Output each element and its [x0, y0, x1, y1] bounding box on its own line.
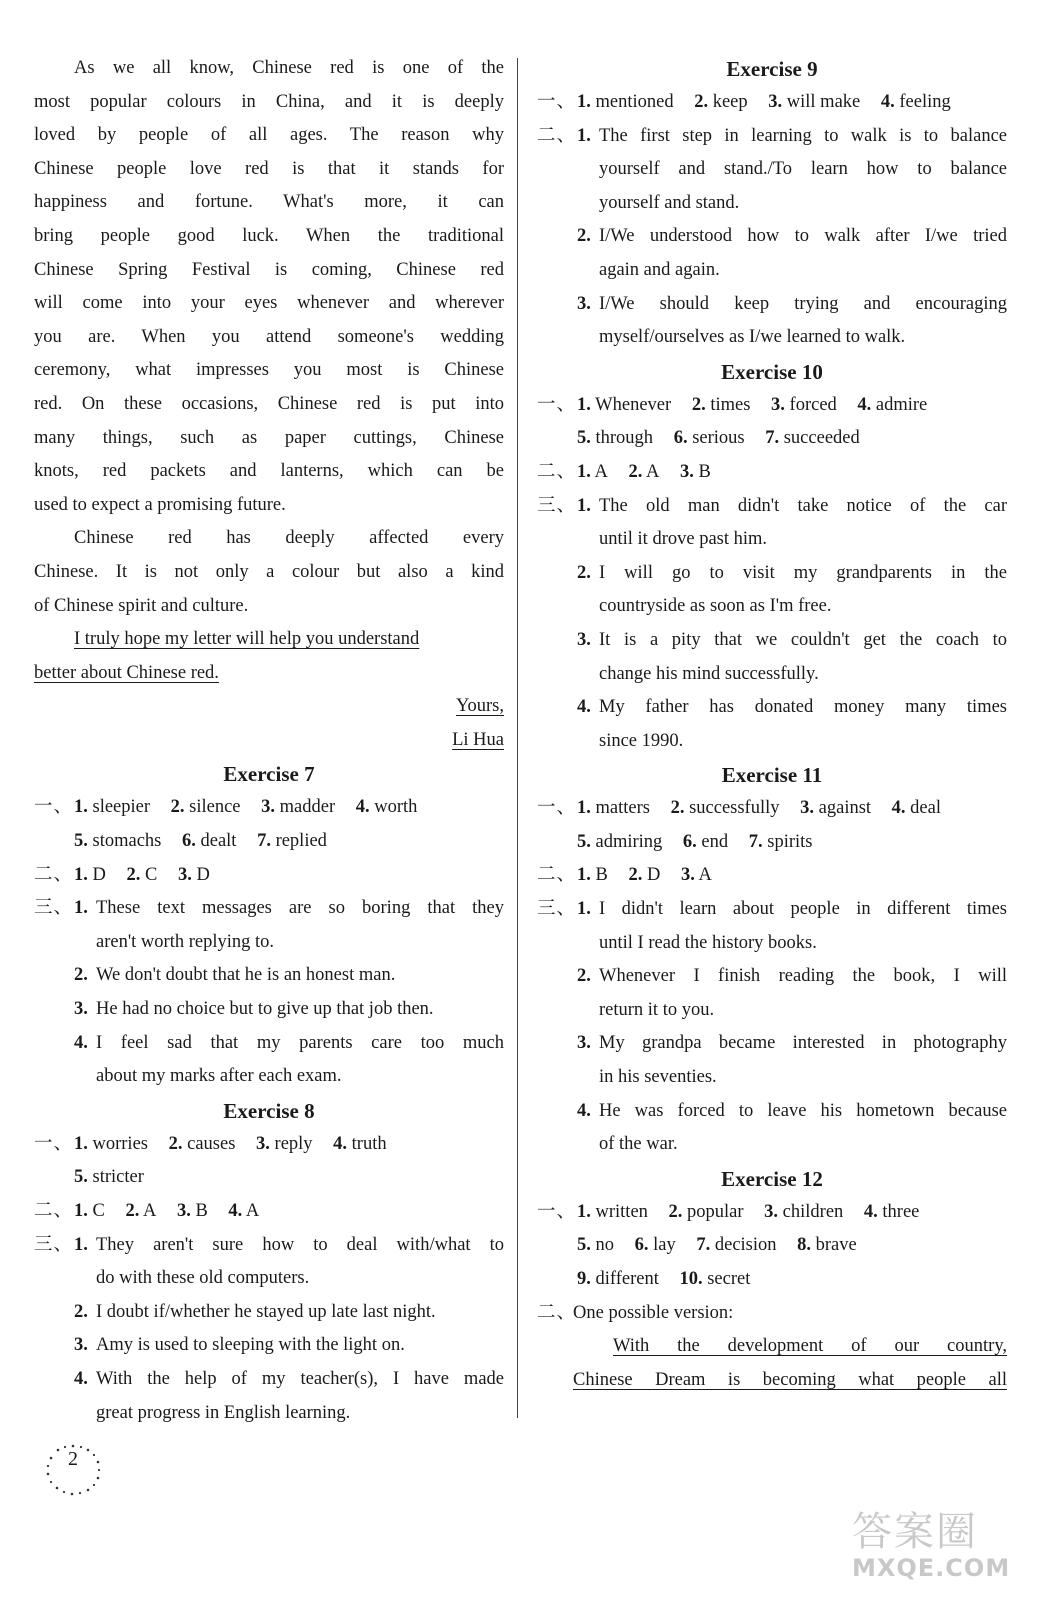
answer-item: 1. written — [577, 1201, 648, 1222]
answer-item: 3. forced — [771, 394, 837, 415]
sentence-line: These text messages are so boring that they — [96, 898, 504, 919]
answer-line — [577, 1196, 1007, 1230]
sentence-item — [74, 1027, 504, 1094]
answer-item: 1. C — [74, 1201, 105, 1221]
answer-item: 1. worries — [74, 1133, 148, 1154]
sentence-line: Whenever I finish reading the book, I will — [599, 966, 1007, 987]
exercise-title: Exercise 11 — [721, 763, 823, 788]
sentence-line: great progress in English learning. — [96, 1402, 351, 1423]
sentence-line: I/We should keep trying and encouraging — [599, 293, 1007, 314]
section-marker: 三、 — [537, 899, 577, 920]
sentence-line: myself/ourselves as I/we learned to walk. — [599, 327, 906, 348]
answer-item: 3. children — [764, 1201, 844, 1222]
answer-item: 3. against — [800, 798, 872, 819]
item-number: 3. — [577, 1033, 591, 1054]
sentence-line: The first step in learning to walk is to balance — [599, 125, 1007, 146]
answer-item: 2. A — [628, 461, 660, 482]
answer-item: 4. admire — [857, 394, 928, 415]
answer-item: 7. spirits — [748, 831, 813, 852]
answer-item: 3. will make — [768, 92, 861, 112]
section-marker: 三、 — [537, 495, 577, 516]
sentence-line: I will go to visit my grandparents in the — [599, 562, 1007, 583]
exercise-title: Exercise 9 — [726, 57, 818, 81]
item-number: 1. — [74, 1234, 88, 1255]
sentence-item — [74, 892, 504, 959]
answer-item: 1. Whenever — [577, 394, 672, 415]
section-row — [537, 120, 1007, 355]
answer-line — [74, 1195, 504, 1229]
answer-item: 4. feeling — [880, 92, 951, 112]
item-number: 2. — [74, 965, 88, 986]
sentence-item — [577, 1027, 1007, 1094]
section-marker: 一、 — [34, 797, 74, 818]
section-marker: 二、 — [537, 865, 577, 886]
answer-item: 3. A — [680, 865, 712, 886]
exercise-10 — [537, 355, 1007, 759]
right-column — [537, 52, 1007, 1397]
section-row — [537, 859, 1007, 893]
answer-line — [577, 826, 1007, 860]
item-number: 4. — [74, 1032, 88, 1053]
answer-item: 6. lay — [634, 1235, 676, 1256]
section-marker: 二、 — [537, 125, 577, 146]
letter-line: of Chinese spirit and culture. — [34, 595, 249, 616]
answer-line — [577, 456, 1007, 490]
exercise-title: Exercise 8 — [223, 1098, 315, 1123]
letter-signature: Li Hua — [452, 729, 504, 750]
exercise-7 — [34, 757, 504, 1093]
sentence-line: He was forced to leave his hometown because — [599, 1100, 1007, 1121]
section-marker: 一、 — [537, 798, 577, 819]
sentence-line: I/We understood how to walk after I/we tried — [599, 226, 1007, 247]
sentence-line: My father has donated money many times — [599, 697, 1007, 718]
sentence-line: My grandpa became interested in photography — [599, 1033, 1007, 1054]
left-column — [34, 52, 504, 1430]
item-number: 2. — [74, 1301, 88, 1322]
sentence-line: I didn't learn about people in different times — [599, 899, 1007, 920]
sentence-item — [74, 1329, 504, 1363]
answer-item: 1. B — [577, 865, 608, 886]
letter-closing-line: I truly hope my letter will help you understand — [74, 629, 420, 650]
section-marker: 二、 — [537, 1302, 577, 1323]
sentence-item — [577, 220, 1007, 287]
letter-signoff: Yours, — [456, 696, 504, 717]
exercise-title: Exercise 10 — [721, 359, 823, 384]
sentence-item — [577, 691, 1007, 758]
answer-item: 4. A — [228, 1201, 260, 1221]
answer-item: 2. successfully — [670, 798, 780, 819]
letter-line: Chinese red has deeply affected every — [74, 528, 504, 549]
section-row — [34, 1128, 504, 1195]
section-row — [34, 892, 504, 1094]
exercise-title: Exercise 12 — [721, 1166, 823, 1191]
section-row — [537, 893, 1007, 1162]
item-number: 1. — [577, 899, 591, 920]
sentence-item — [74, 1296, 504, 1330]
answer-item: 5. through — [577, 428, 654, 449]
answer-item: 7. replied — [257, 831, 327, 852]
section-row — [34, 791, 504, 858]
item-number: 1. — [577, 125, 591, 146]
sentence-line: until it drove past him. — [599, 529, 768, 550]
answer-item: 3. B — [176, 1201, 208, 1221]
answer-item: 1. D — [74, 864, 106, 885]
item-number: 3. — [74, 1335, 88, 1356]
answer-item: 4. truth — [333, 1133, 387, 1154]
sentence-item — [577, 1095, 1007, 1162]
answer-line — [74, 791, 504, 825]
item-number: 4. — [577, 1100, 591, 1121]
letter-line: knots, red packets and lanterns, which can be — [34, 461, 504, 482]
answer-item: 2. times — [691, 394, 751, 415]
sentence-item — [577, 557, 1007, 624]
item-number: 3. — [74, 999, 88, 1020]
item-number: 3. — [577, 629, 591, 650]
section-row — [34, 1229, 504, 1431]
letter-line: ceremony, what impresses you most is Chinese — [34, 360, 504, 381]
answer-item: 3. reply — [256, 1133, 313, 1154]
letter-line: Chinese people love red is that it stands for — [34, 158, 504, 179]
answer-item: 1. A — [577, 461, 608, 482]
item-number: 3. — [577, 293, 591, 314]
answer-line — [74, 859, 504, 893]
answer-item: 2. A — [125, 1201, 157, 1221]
answer-item: 2. keep — [694, 92, 748, 112]
answer-line — [577, 86, 1007, 120]
answer-line — [577, 1263, 1007, 1297]
answer-item: 9. different — [577, 1269, 659, 1289]
sentence-item — [74, 959, 504, 993]
letter-line: red. On these occasions, Chinese red is put into — [34, 393, 504, 414]
version-label: One possible version: — [573, 1302, 734, 1323]
letter — [34, 52, 504, 757]
sentence-item — [577, 490, 1007, 557]
exercise-title: Exercise 7 — [223, 762, 315, 787]
column-divider — [517, 58, 518, 1418]
sentence-line: do with these old computers. — [96, 1268, 310, 1289]
sentence-line: change his mind successfully. — [599, 663, 819, 684]
item-number: 1. — [74, 898, 88, 919]
sentence-line: aren't worth replying to. — [96, 931, 275, 952]
section-row — [537, 1196, 1007, 1297]
item-number: 4. — [74, 1368, 88, 1389]
item-number: 2. — [577, 562, 591, 583]
answer-line — [577, 792, 1007, 826]
answer-item: 2. D — [628, 865, 661, 886]
answer-item: 1. mentioned — [577, 92, 674, 112]
answer-item: 1. sleepier — [74, 797, 151, 818]
exercise-9 — [537, 52, 1007, 355]
answer-item: 1. matters — [577, 798, 650, 819]
exercise-8 — [34, 1094, 504, 1430]
answer-item: 3. B — [679, 461, 711, 482]
answer-item: 4. three — [863, 1201, 920, 1222]
sentence-line: He had no choice but to give up that job then. — [96, 999, 434, 1020]
sentence-line: It is a pity that we couldn't get the coach to — [599, 629, 1007, 650]
sentence-line: about my marks after each exam. — [96, 1066, 342, 1087]
answer-item: 5. stomachs — [74, 831, 162, 852]
sentence-item — [577, 893, 1007, 960]
sentence-item — [577, 120, 1007, 221]
sentence-line: yourself and stand./To learn how to balance — [599, 159, 1007, 180]
essay-line: Chinese Dream is becoming what people all — [573, 1369, 1007, 1390]
section-row — [537, 792, 1007, 859]
section-row — [537, 1297, 1007, 1331]
letter-line: Chinese Spring Festival is coming, Chinese red — [34, 259, 504, 280]
letter-closing-line: better about Chinese red. — [34, 662, 219, 683]
answer-item: 10. secret — [679, 1269, 751, 1289]
section-marker: 一、 — [537, 1201, 577, 1222]
section-marker: 一、 — [34, 1133, 74, 1154]
answer-item: 3. D — [177, 864, 210, 885]
section-marker: 二、 — [537, 461, 577, 482]
watermark — [852, 1510, 1042, 1590]
sentence-item — [74, 993, 504, 1027]
section-marker: 三、 — [34, 1234, 74, 1255]
answer-item: 2. C — [126, 864, 158, 885]
answer-item: 5. admiring — [577, 831, 663, 852]
answer-item: 8. brave — [797, 1235, 857, 1256]
answer-item: 5. no — [577, 1235, 614, 1256]
answer-line — [577, 389, 1007, 423]
sentence-line: again and again. — [599, 259, 720, 280]
sentence-line: With the help of my teacher(s), I have made — [96, 1368, 504, 1389]
letter-line: will come into your eyes whenever and wherever — [34, 293, 504, 314]
exercise-11 — [537, 758, 1007, 1162]
section-row — [537, 86, 1007, 120]
section-marker: 二、 — [34, 1201, 74, 1221]
essay-line: With the development of our country, — [613, 1336, 1007, 1357]
section-row — [34, 859, 504, 893]
answer-line — [74, 1161, 504, 1195]
section-marker: 三、 — [34, 898, 74, 919]
item-number: 2. — [577, 226, 591, 247]
sentence-item — [577, 960, 1007, 1027]
section-row — [537, 389, 1007, 456]
answer-item: 5. stricter — [74, 1167, 144, 1188]
letter-line: used to expect a promising future. — [34, 494, 286, 515]
answer-item: 6. end — [682, 831, 729, 852]
sentence-line: They aren't sure how to deal with/what to — [96, 1234, 504, 1255]
answer-line — [577, 1229, 1007, 1263]
sentence-line: yourself and stand. — [599, 192, 740, 213]
letter-line: most popular colours in China, and it is deeply — [34, 91, 504, 112]
section-row — [537, 490, 1007, 759]
answer-item: 2. silence — [170, 797, 241, 818]
answer-item: 6. dealt — [181, 831, 237, 852]
sentence-line: The old man didn't take notice of the car — [599, 495, 1007, 516]
sentence-line: I doubt if/whether he stayed up late last night. — [96, 1301, 436, 1322]
sentence-line: since 1990. — [599, 730, 684, 751]
sentence-line: of the war. — [599, 1134, 678, 1155]
sentence-line: I feel sad that my parents care too much — [96, 1032, 504, 1053]
sentence-line: until I read the history books. — [599, 932, 817, 953]
item-number: 4. — [577, 697, 591, 718]
letter-line: many things, such as paper cuttings, Chinese — [34, 427, 504, 448]
sentence-line: countryside as soon as I'm free. — [599, 596, 832, 617]
page-number: 2 — [68, 1448, 78, 1470]
answer-item: 3. madder — [261, 797, 336, 818]
section-row — [34, 1195, 504, 1229]
answer-item: 6. serious — [673, 428, 745, 449]
letter-line: As we all know, Chinese red is one of the — [74, 58, 504, 78]
answer-item: 7. decision — [696, 1235, 777, 1256]
sentence-item — [577, 624, 1007, 691]
item-number: 2. — [577, 966, 591, 987]
essay — [537, 1330, 1007, 1397]
item-number: 1. — [577, 495, 591, 516]
answer-line — [577, 859, 1007, 893]
sentence-line: return it to you. — [599, 999, 715, 1020]
letter-line: happiness and fortune. What's more, it can — [34, 192, 504, 213]
answer-item: 2. popular — [668, 1201, 744, 1222]
exercise-12 — [537, 1162, 1007, 1398]
answer-line — [74, 1128, 504, 1162]
sentence-line: in his seventies. — [599, 1067, 717, 1088]
section-marker: 一、 — [537, 394, 577, 415]
section-marker: 二、 — [34, 864, 74, 885]
section-marker: 一、 — [537, 92, 577, 112]
watermark-url: MXQE.COM — [852, 1554, 1011, 1582]
answer-line — [74, 825, 504, 859]
letter-line: bring people good luck. When the traditional — [34, 225, 504, 246]
answer-item: 4. worth — [355, 797, 418, 818]
page-number-badge — [38, 1440, 108, 1500]
sentence-item — [74, 1229, 504, 1296]
sentence-item — [577, 288, 1007, 355]
answer-line — [577, 422, 1007, 456]
letter-line: Chinese. It is not only a colour but also a kind — [34, 561, 504, 582]
answer-item: 7. succeeded — [765, 428, 860, 449]
sentence-item — [74, 1363, 504, 1430]
letter-line: you are. When you attend someone's wedding — [34, 326, 504, 347]
sentence-line: Amy is used to sleeping with the light on. — [96, 1335, 405, 1356]
answer-item: 4. deal — [891, 798, 941, 819]
letter-line: loved by people of all ages. The reason why — [34, 125, 504, 146]
watermark-logo-text: 答案圈 — [852, 1509, 978, 1555]
sentence-line: We don't doubt that he is an honest man. — [96, 965, 396, 986]
section-row — [537, 456, 1007, 490]
answer-item: 2. causes — [168, 1133, 236, 1154]
